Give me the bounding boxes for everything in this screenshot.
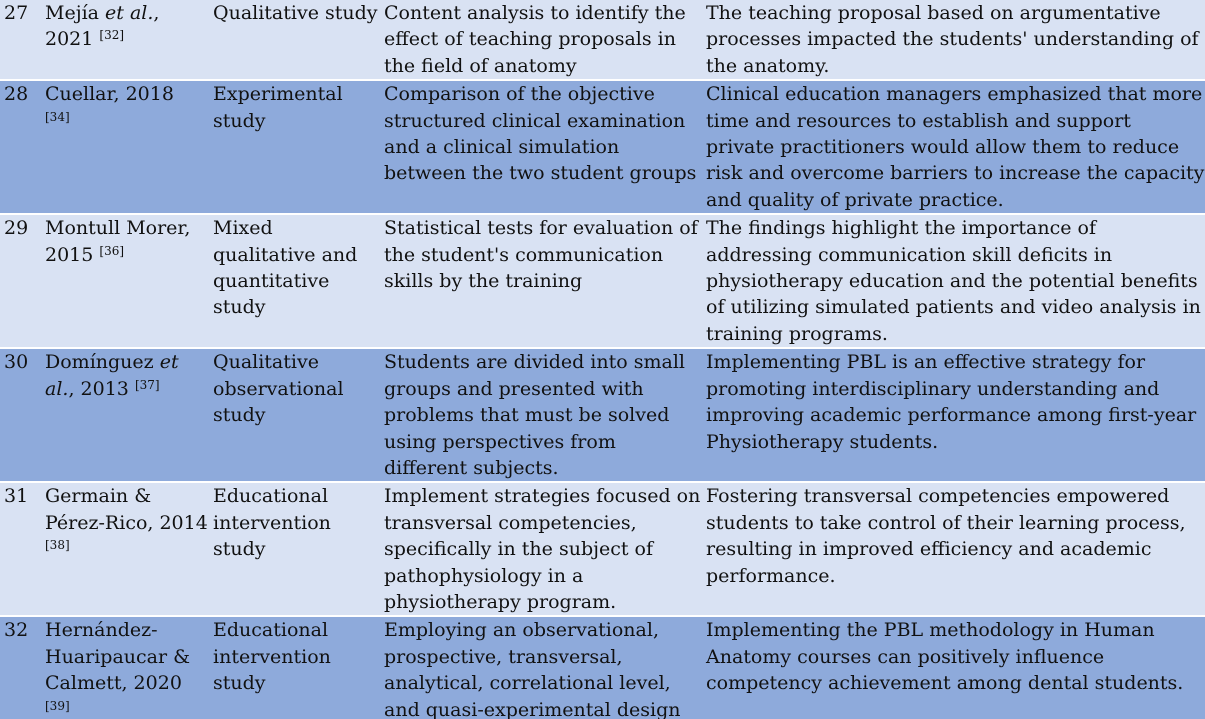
study-design: Educational intervention study	[208, 482, 379, 616]
row-number: 30	[0, 348, 40, 482]
study-method: Implement strategies focused on transversal competencies, specifically in the subject of pathophysiology in a physiotherapy program.	[379, 482, 701, 616]
study-result: Implementing the PBL methodology in Human Anatomy courses can positively influence competency achievement among dental students.	[701, 616, 1205, 719]
study-design: Educational intervention study	[208, 616, 379, 719]
author-cell	[40, 616, 208, 719]
study-design: Mixed qualitative and quantitative study	[208, 214, 379, 348]
reference-citation: [39]	[45, 698, 70, 713]
study-result: Clinical education managers emphasized that more time and resources to establish and support private practitioners would allow them to reduce risk and overcome barriers to increase the capacity and quality of private practice.	[701, 80, 1205, 214]
row-number: 29	[0, 214, 40, 348]
author-et-al: et al.	[105, 2, 154, 24]
study-method: Students are divided into small groups and presented with problems that must be solved using perspectives from different subjects.	[379, 348, 701, 482]
study-result: The findings highlight the importance of addressing communication skill deficits in physiotherapy education and the potential benefits of utilizing simulated patients and video analysis in training programs.	[701, 214, 1205, 348]
author-et-al: et al.	[45, 351, 179, 400]
author-name: Domínguez	[45, 351, 160, 374]
author-year: , 2013	[68, 377, 135, 400]
study-method: Statistical tests for evaluation of the student's communication skills by the training	[379, 214, 701, 348]
author-cell	[40, 482, 208, 616]
study-result: Fostering transversal competencies empowered students to take control of their learning process, resulting in improved efficiency and academic performance.	[701, 482, 1205, 616]
reference-citation: [34]	[45, 109, 70, 124]
author-cell	[40, 348, 208, 482]
table-row	[0, 0, 1205, 80]
reference-citation: [32]	[99, 28, 125, 43]
row-number: 28	[0, 80, 40, 214]
table-row	[0, 214, 1205, 348]
author-name: Mejía	[45, 2, 106, 24]
study-method: Comparison of the objective structured clinical examination and a clinical simulation between the two student groups	[379, 80, 701, 214]
study-design: Experimental study	[208, 80, 379, 214]
reference-citation: [38]	[45, 538, 70, 553]
table-row	[0, 482, 1205, 616]
author-name: Germain & Pérez-Rico, 2014	[45, 485, 208, 534]
table-row	[0, 348, 1205, 482]
study-result: Implementing PBL is an effective strategy for promoting interdisciplinary understanding and improving academic performance among first-year Physiotherapy students.	[701, 348, 1205, 482]
table-row	[0, 80, 1205, 214]
study-design: Qualitative study	[208, 0, 379, 80]
study-method: Employing an observational, prospective, transversal, analytical, correlational level, and quasi-experimental design	[379, 616, 701, 719]
row-number: 32	[0, 616, 40, 719]
reference-citation: [37]	[134, 377, 160, 392]
row-number: 31	[0, 482, 40, 616]
author-name: Montull Morer, 2015	[45, 217, 191, 266]
study-method: Content analysis to identify the effect of teaching proposals in the field of anatomy	[379, 0, 701, 80]
table-row	[0, 616, 1205, 719]
reference-citation: [36]	[99, 243, 125, 258]
author-cell	[40, 80, 208, 214]
study-result: The teaching proposal based on argumentative processes impacted the students' understanding of the anatomy.	[701, 0, 1205, 80]
author-name: Cuellar, 2018	[45, 83, 174, 106]
author-cell	[40, 0, 208, 80]
author-year: , 2021	[45, 2, 160, 51]
row-number: 27	[0, 0, 40, 80]
study-design: Qualitative observational study	[208, 348, 379, 482]
author-cell	[40, 214, 208, 348]
author-name: Hernández-Huaripaucar & Calmett, 2020	[45, 619, 191, 695]
